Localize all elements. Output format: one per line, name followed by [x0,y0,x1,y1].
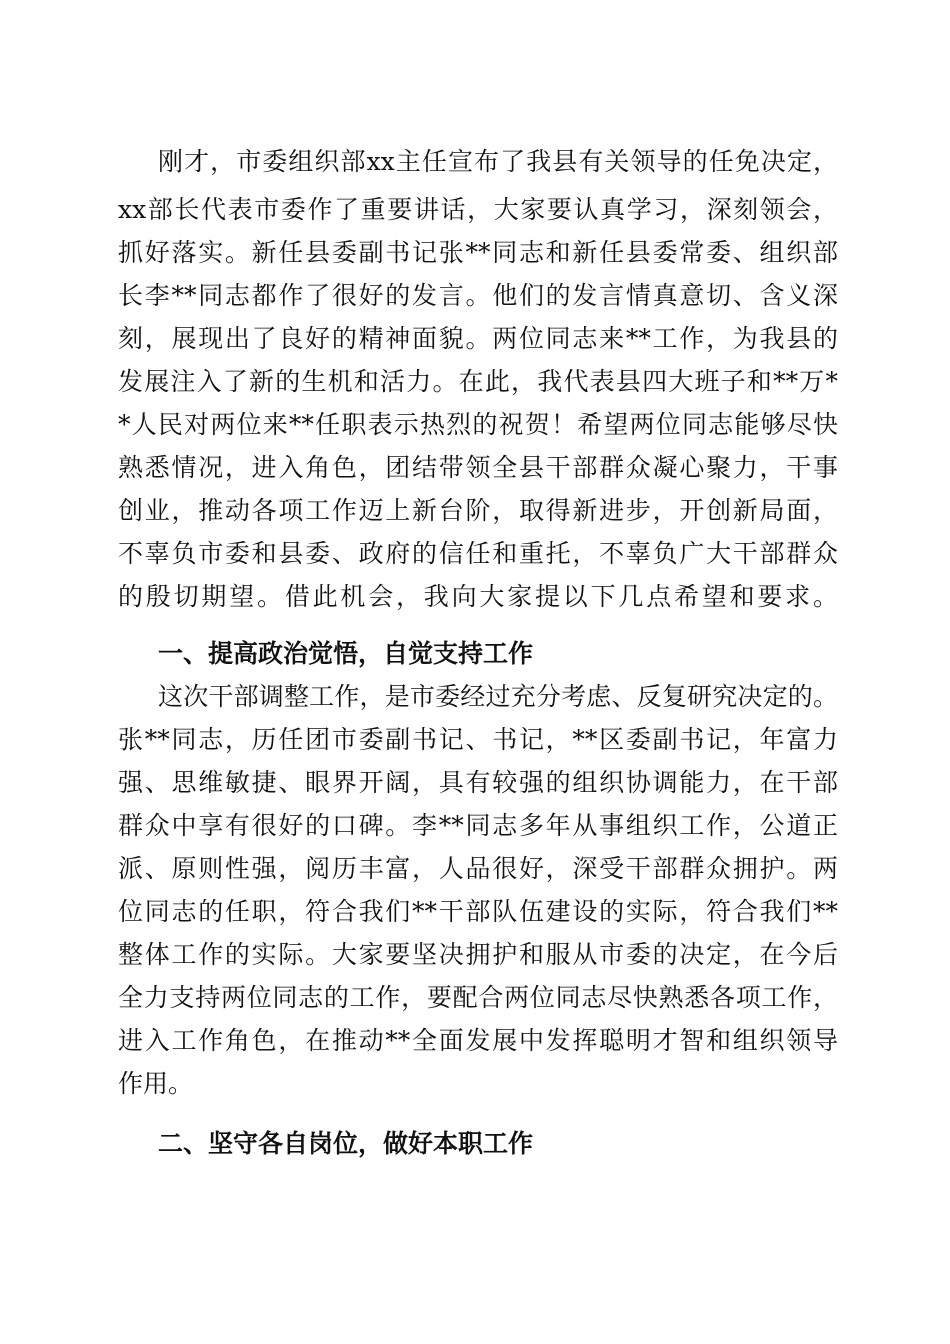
paragraph-2-line-10: 作用。 [118,1069,194,1098]
paragraph-1-line-10: 不辜负市委和县委、政府的信任和重托，不辜负广大干部群众 [118,539,838,568]
paragraph-2-line-7: 整体工作的实际。大家要坚决拥护和服从市委的决定，在今后 [118,940,838,969]
section-heading-1: 一、提高政治觉悟，自觉支持工作 [158,639,534,668]
paragraph-2-line-1: 这次干部调整工作，是市委经过充分考虑、反复研究决定的。 [158,682,838,711]
paragraph-1-line-5: 刻，展现出了良好的精神面貌。两位同志来**工作，为我县的 [118,324,838,353]
section-heading-2: 二、坚守各自岗位，做好本职工作 [158,1129,534,1158]
paragraph-1-line-9: 创业，推动各项工作迈上新台阶，取得新进步，开创新局面， [118,496,838,525]
paragraph-2-line-9: 进入工作角色，在推动**全面发展中发挥聪明才智和组织领导 [118,1026,838,1055]
paragraph-1-line-8: 熟悉情况，进入角色，团结带领全县干部群众凝心聚力，干事 [118,453,838,482]
paragraph-2-line-3: 强、思维敏捷、眼界开阔，具有较强的组织协调能力，在干部 [118,768,838,797]
paragraph-2-line-2: 张**同志，历任团市委副书记、书记，**区委副书记，年富力 [118,725,838,754]
paragraph-2-line-4: 群众中享有很好的口碑。李**同志多年从事组织工作，公道正 [118,811,838,840]
paragraph-1-line-1: 刚才，市委组织部xx主任宣布了我县有关领导的任免决定， [158,147,838,176]
paragraph-1-line-4: 长李**同志都作了很好的发言。他们的发言情真意切、含义深 [118,281,838,310]
paragraph-1-line-6: 发展注入了新的生机和活力。在此，我代表县四大班子和**万* [118,367,838,396]
paragraph-2-line-8: 全力支持两位同志的工作，要配合两位同志尽快熟悉各项工作， [118,983,838,1012]
paragraph-1-line-3: 抓好落实。新任县委副书记张**同志和新任县委常委、组织部 [118,238,838,267]
paragraph-2-line-5: 派、原则性强，阅历丰富，人品很好，深受干部群众拥护。两 [118,854,838,883]
paragraph-1-line-11: 的殷切期望。借此机会，我向大家提以下几点希望和要求。 [118,582,838,611]
paragraph-1-line-2: xx部长代表市委作了重要讲话，大家要认真学习，深刻领会， [118,195,838,224]
paragraph-2-line-6: 位同志的任职，符合我们**干部队伍建设的实际，符合我们** [118,897,838,926]
paragraph-1-line-7: *人民对两位来**任职表示热烈的祝贺！希望两位同志能够尽快 [118,410,838,439]
